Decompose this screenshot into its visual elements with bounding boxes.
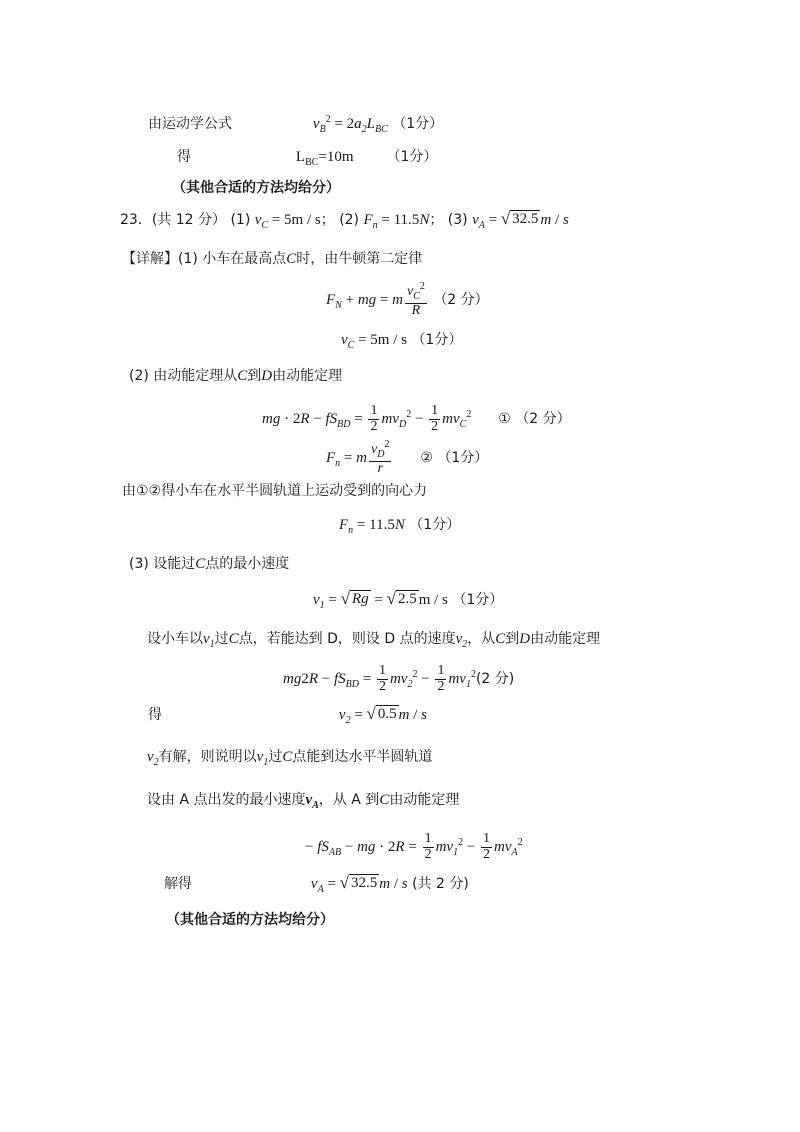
part-2-label: (2) xyxy=(339,212,360,228)
detail-part-3-intro xyxy=(129,554,289,574)
v1-unit: m / s xyxy=(418,592,448,608)
detail-text-2: 点的最小速度 xyxy=(205,556,290,572)
assume-va-text-3: 由动能定理 xyxy=(389,792,460,808)
kinematics-formula: $v_B^2 = 2a_2L_{BC}$ xyxy=(312,114,388,135)
assume-va-text-1: 设由 A 点出发的最小速度 xyxy=(147,792,306,808)
result-v2 xyxy=(148,705,427,731)
equation-marker-1: ① xyxy=(498,411,511,427)
fn-formula: $F_n = 11.5N$ xyxy=(339,517,405,536)
newton-formula: $F_N$ + mg = m $\frac{v_C^2}{R}$ xyxy=(326,281,425,318)
point-d: D xyxy=(261,368,273,384)
detail-text: (2) 由动能定理从 xyxy=(129,368,238,384)
point-d: D xyxy=(519,631,531,647)
detail-to: 到 xyxy=(247,368,262,384)
part-3-label: (3) xyxy=(447,212,468,228)
detail-text-2: 由动能定理 xyxy=(272,368,343,384)
point-c: C xyxy=(286,251,297,267)
lbc-subscript: BC xyxy=(305,157,319,168)
part-2-answer: $F_n = 11.5N$ xyxy=(363,212,430,231)
separator: ； xyxy=(429,212,444,228)
point-c: C xyxy=(228,631,239,647)
conclusion-text-1: 有解，则说明以 xyxy=(158,749,257,765)
detail-text: 【详解】(1) 小车在最高点 xyxy=(122,251,287,267)
detail-part-1-intro xyxy=(122,249,422,269)
vc-formula: $v_C = 5m / s$ xyxy=(341,332,407,351)
conclusion-v2 xyxy=(147,747,432,773)
result-label: 得 xyxy=(177,149,191,165)
part-3-answer: $v_A$ = √ 32.5 m / s xyxy=(472,209,569,231)
part-1-value: = 5m / s xyxy=(271,212,321,228)
score: （1分） xyxy=(452,592,504,608)
detail-part-2-intro xyxy=(129,366,342,386)
part-2-value: = 11.5 xyxy=(381,212,420,228)
detail-text-2: 时，由牛顿第二定律 xyxy=(296,251,423,267)
v1-value: 2.5 xyxy=(397,591,417,607)
point-c: C xyxy=(379,792,390,808)
v2-formula: $v_2$ = √ 0.5 m / s xyxy=(338,704,427,726)
detail-text: (3) 设能过 xyxy=(129,556,196,572)
equation-energy-v2 xyxy=(283,655,514,705)
line-kinematics xyxy=(148,110,443,140)
score: （2 分） xyxy=(433,292,489,308)
conclusion-text-3: 点能到达水平半圆轨道 xyxy=(292,749,433,765)
equation-centripetal xyxy=(326,438,488,484)
va-formula: $v_A$ = √ 32.5 m / s xyxy=(310,873,408,895)
score: (2 分) xyxy=(475,671,515,687)
question-23-summary xyxy=(120,210,569,236)
lbc-value xyxy=(295,149,354,168)
v1-symbol: $v_1$ xyxy=(203,631,215,650)
conclusion-text-2: 过 xyxy=(268,749,283,765)
kinematics-label: 由运动学公式 xyxy=(148,116,232,132)
score: （1分） xyxy=(437,450,489,466)
separator: ； xyxy=(320,212,335,228)
point-c: C xyxy=(495,631,506,647)
point-c: C xyxy=(195,556,206,572)
lbc-symbol: L xyxy=(295,149,306,165)
assume-text-3: 点，若能达到 D，则设 D 点的速度 xyxy=(238,631,456,647)
va-symbol: $v_A$ xyxy=(305,792,319,811)
assume-text-1: 设小车以 xyxy=(147,631,203,647)
result-va xyxy=(164,874,469,900)
v2-value: 0.5 xyxy=(377,706,397,722)
equation-vc xyxy=(341,330,462,356)
point-c: C xyxy=(282,749,293,765)
equation-v1 xyxy=(313,590,503,616)
assumption-va xyxy=(147,790,459,816)
part-1-answer: $v_C = 5m / s$ xyxy=(254,212,321,231)
centripetal-formula: $F_n = m$ $\frac{v_D^2}{r}$ xyxy=(326,439,390,476)
score: （1分） xyxy=(392,116,444,132)
v1-formula: $v_1$ = √ Rg = √ 2.5 m / s xyxy=(313,589,448,611)
energy-va-formula: − $fS_{AB}$ − mg · 2R = $\frac{1}{2}$ $mv_1^2$ − $\frac{1}{2}$ $mv_A^2$ xyxy=(305,831,523,863)
va-value: 32.5 xyxy=(351,875,378,891)
assume-text-5: 到 xyxy=(505,631,520,647)
v2-symbol: $v_2$ xyxy=(147,749,159,768)
assume-text-4: ，从 xyxy=(467,631,496,647)
score: （2 分） xyxy=(515,411,571,427)
assume-text-6: 由动能定理 xyxy=(530,631,601,647)
equation-fn-value xyxy=(339,515,460,541)
result-label: 解得 xyxy=(164,876,192,892)
question-number: 23．(共 12 分） xyxy=(120,212,226,228)
equation-marker-2: ② xyxy=(420,450,433,466)
assumption-v1 xyxy=(147,629,600,655)
lbc-rest: =10m xyxy=(318,149,354,165)
fn-value: = 11.5 xyxy=(356,517,395,533)
assume-va-text-2: ，从 A 到 xyxy=(318,792,380,808)
score: （1分） xyxy=(411,332,463,348)
v1-symbol: $v_1$ xyxy=(256,749,269,768)
conclusion-centripetal: 由①②得小车在水平半圆轨道上运动受到的向心力 xyxy=(122,483,428,499)
energy-formula: mg · $2R - fS_{BD}$ = $\frac{1}{2}$ $mv_D^2$ − $\frac{1}{2}$ $mv_C^2$ xyxy=(262,403,472,435)
line-result-lbc xyxy=(177,147,437,173)
part-1-label: (1) xyxy=(230,212,251,228)
v2-symbol: $v_2$ xyxy=(455,631,468,650)
note-other-methods-end: （其他合适的方法均给分） xyxy=(166,912,334,928)
score: （1分） xyxy=(386,149,438,165)
point-c: C xyxy=(237,368,248,384)
energy-v2-formula: $mg2R - fS_{BD}$ = $\frac{1}{2}$ $mv_2^2$ − $\frac{1}{2}$ $mv_1^2$ xyxy=(283,663,476,695)
assume-text-2: 过 xyxy=(214,631,229,647)
note-other-methods: （其他合适的方法均给分） xyxy=(172,180,340,196)
part-3-value: 32.5 xyxy=(512,211,539,227)
score: （1分） xyxy=(409,517,461,533)
result-label: 得 xyxy=(148,707,162,723)
score: (共 2 分) xyxy=(412,876,469,892)
equation-newton xyxy=(326,280,489,326)
equation-energy-va xyxy=(305,823,523,873)
vc-value: = 5m / s xyxy=(358,332,407,348)
